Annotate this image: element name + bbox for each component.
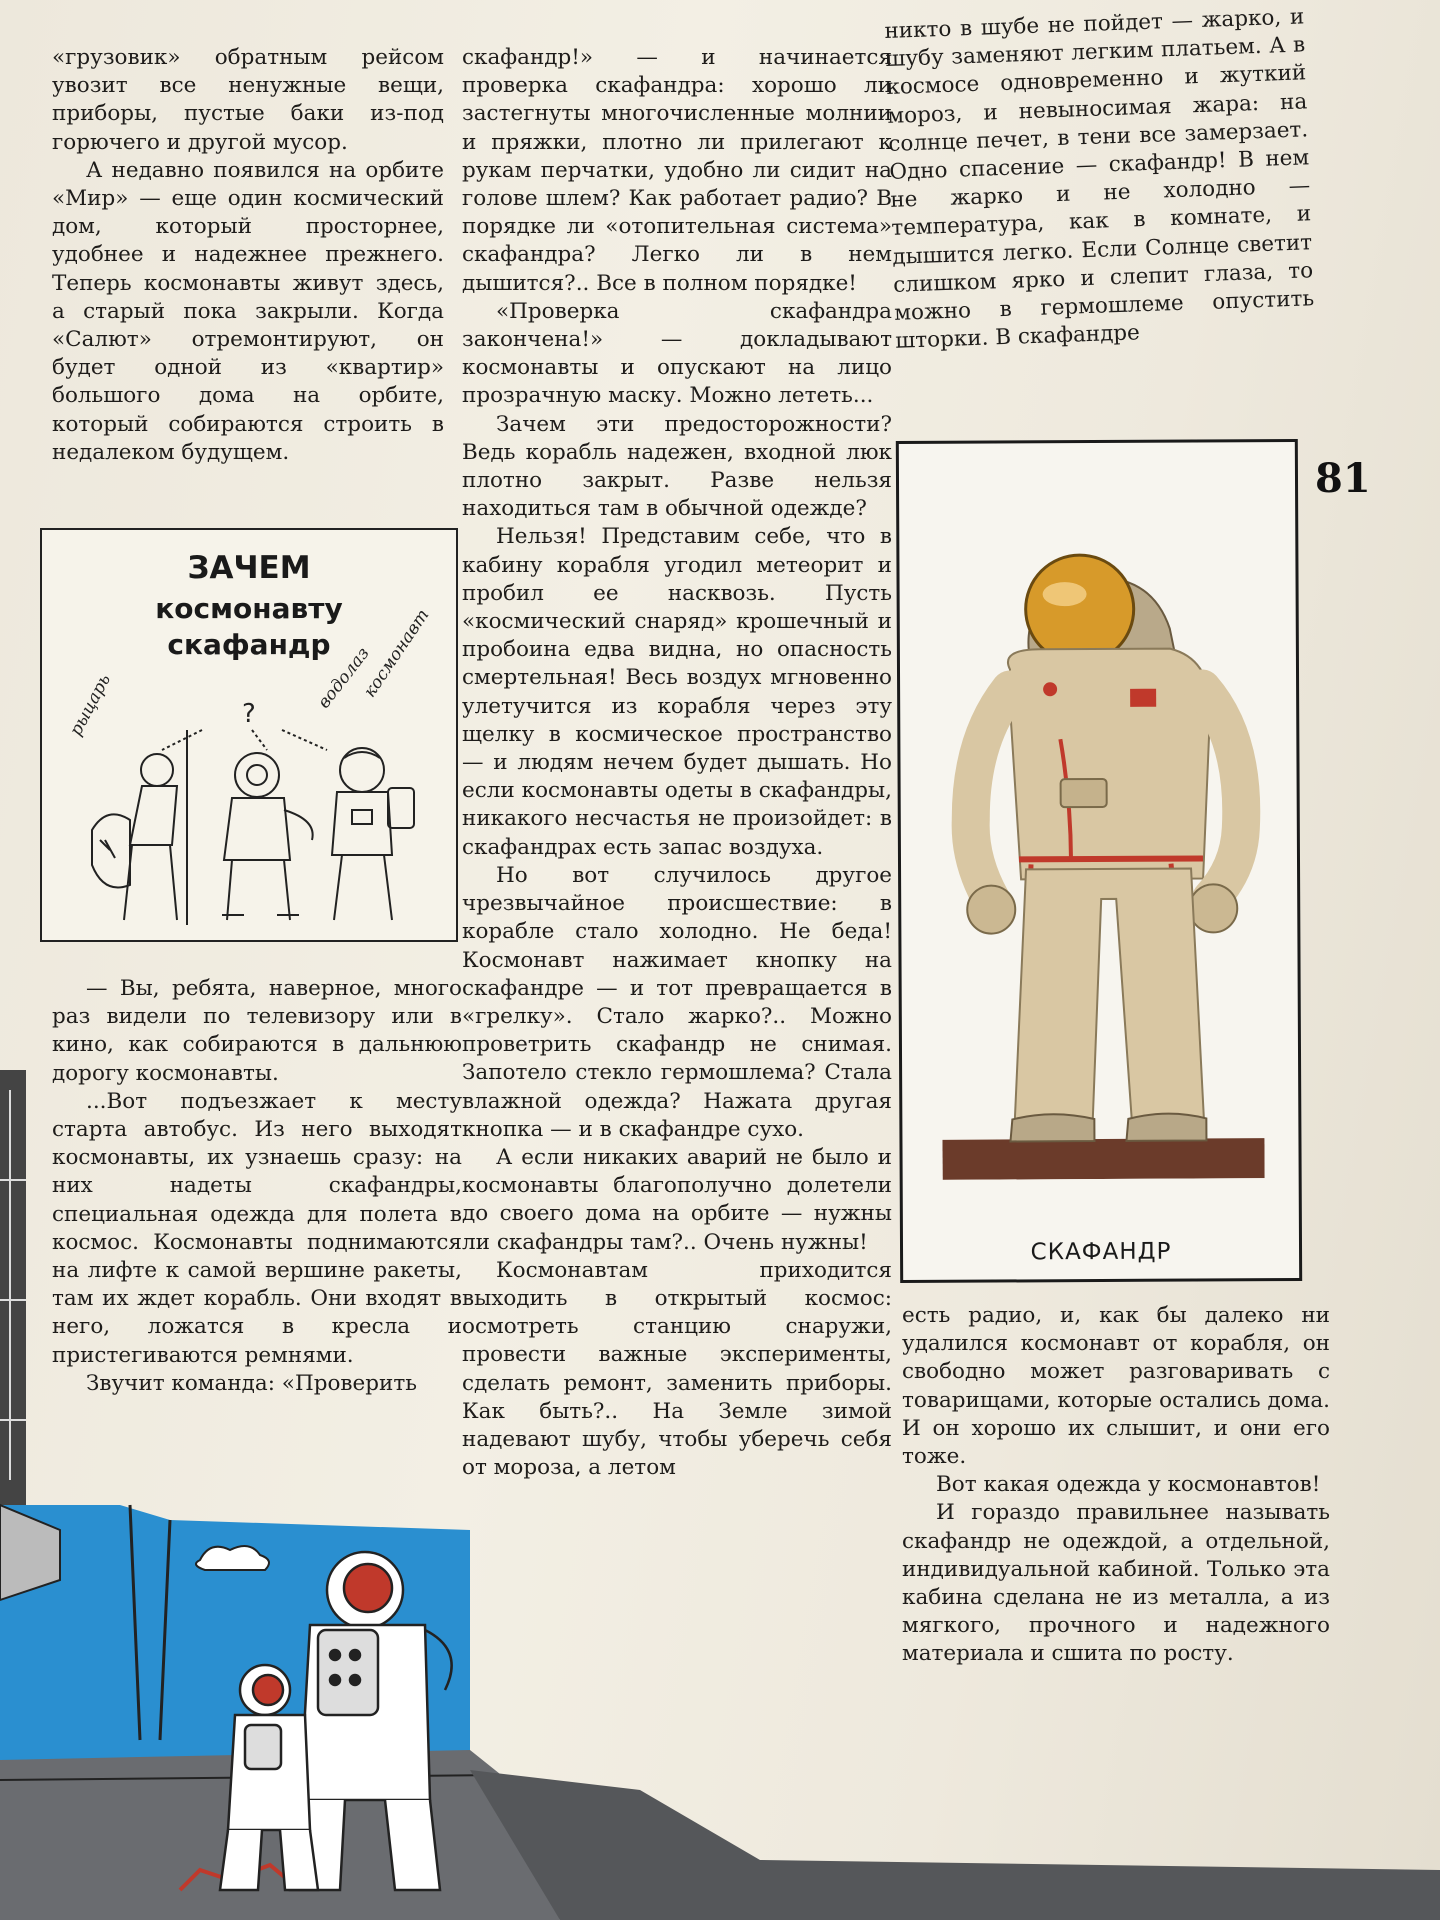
column-2 — [462, 44, 892, 1482]
paragraph: И гораздо правильнее называть скафандр не одеждой, а отдельной, индивидуальной кабиной. Только эта кабина сделана не из металла, а из мягкого, прочного и надежного материала и сшита по росту. — [902, 1500, 1330, 1667]
spacesuit-photo — [939, 538, 1264, 1180]
paragraph: А недавно появился на орбите «Мир» — еще один космический дом, который просторнее, удобнее и надежнее прежнего. Теперь космонавты живут здесь, а старый пока закрыли. Когда «Салют» отремонтируют, он будет одной из «квартир» большого дома на орбите, который собираются строить в недалеком будущем. — [52, 157, 444, 465]
paragraph: ...Вот подъезжает к месту старта автобус. Из него выходят космонавты, их узнаешь сразу: на них надеты скафандры, специальная одежда для полета в космос. Космонавты поднимаются на лифте к самой вершине ракеты, там их ждет корабль. Они входят в него, ложатся в кресла и пристегиваются ремнями. — [52, 1088, 462, 1368]
paragraph: «грузовик» обратным рейсом увозит все ненужные вещи, приборы, пустые баки из-под горючего и другой мусор. — [52, 45, 444, 155]
paragraph: скафандр!» — и начинается проверка скафандра: хорошо ли застегнуты многочисленные молнии и пряжки, плотно ли прилегают к рукам перчатки, удобно ли сидит на голове шлем? Как работает радио? В порядке ли «отопительная система» скафандра? Легко ли в нем дышится?.. Все в полном порядке! — [462, 45, 892, 296]
paragraph: А если никаких аварий не было и космонавты благополучно долетели до своего дома на орбите — нужны ли скафандры там?.. Очень нужны! — [462, 1144, 892, 1255]
photo-caption: СКАФАНДР — [1030, 1238, 1172, 1266]
paragraph: никто в шубе не пойдет — жарко, и шубу заменяют легким платьем. А в космосе одновременно и жуткий мороз, и невыносимая жара: на солнце печет, в тени все замерзает. Одно спасение — скафандр! В нем не жарко и не холодно — температура, как в комнате, и дышится легко. Если Солнце светит слишком ярко и слепит глаза, то можно в гермошлеме опустить шторки. В скафандре — [884, 4, 1315, 355]
paragraph: Космонавтам приходится выходить в открытый космос: осмотреть станцию снаружи, провести важные эксперименты, сделать ремонт, заменить приборы. Как быть?.. На Земле зимой надевают шубу, чтобы уберечь себя от мороза, а летом — [462, 1257, 892, 1481]
box-title-line-1: ЗАЧЕМ — [187, 550, 311, 586]
box-title-line-3: скафандр — [167, 628, 331, 661]
paragraph: «Проверка скафандра закончена!» — докладывают космонавты и опускают на лицо прозрачную маску. Можно лететь... — [462, 298, 892, 409]
label-knight: рыцарь — [66, 670, 116, 740]
why-spacesuit-box — [40, 528, 458, 942]
paragraph: Но вот случилось другое чрезвычайное происшествие: в корабле стало холодно. Не беда! Космонавт нажимает кнопку на скафандре — и тот превращается в «грелку». Стало жарко?.. Можно проветрить скафандр не снимая. Запотело стекло гермошлема? Стала влажной одежда? Нажата другая кнопка — и в скафандре сухо. — [462, 862, 892, 1142]
spacesuit-photo-frame — [896, 439, 1302, 1283]
paragraph: есть радио, и, как бы далеко ни удалился космонавт от корабля, он свободно может разговаривать с товарищами, которые остались дома. И он хорошо их слышит, и они его тоже. — [902, 1303, 1330, 1470]
paragraph: Зачем эти предосторожности? Ведь корабль надежен, входной люк плотно закрыт. Разве нельзя находиться там в обычной одежде? — [462, 411, 892, 522]
paragraph: Вот какая одежда у космонавтов! — [936, 1472, 1321, 1498]
box-title-line-2: космонавту — [155, 592, 343, 625]
page-number: 81 — [1315, 455, 1371, 502]
column-1-bottom — [52, 975, 462, 1398]
column-3-bottom — [902, 1302, 1330, 1669]
column-1-top — [52, 44, 444, 467]
paragraph: — Вы, ребята, наверное, много раз видели по телевизору или в кино, как собираются в дальнюю дорогу космонавты. — [52, 976, 462, 1086]
paragraph: Нельзя! Представим себе, что в кабину корабля угодил метеорит и пробил ее насквозь. Пусть «космический снаряд» крошечный и пробоина едва видна, но опасность смертельная! Весь воздух мгновенно улетучится из корабля через эту щелку в космическое пространство — и людям нечем будет дышать. Но если космонавты одеты в скафандры, никакого несчастья не произойдет: в скафандрах есть запас воздуха. — [462, 524, 892, 860]
label-diver: водолаз — [314, 643, 374, 713]
knight-diver-cosmonaut-cartoon — [52, 670, 450, 935]
svg-text:?: ? — [242, 699, 256, 729]
paragraph: Звучит команда: «Проверить — [86, 1370, 417, 1396]
label-cosmonaut: космонавт — [360, 605, 434, 702]
column-3-top — [884, 3, 1316, 356]
